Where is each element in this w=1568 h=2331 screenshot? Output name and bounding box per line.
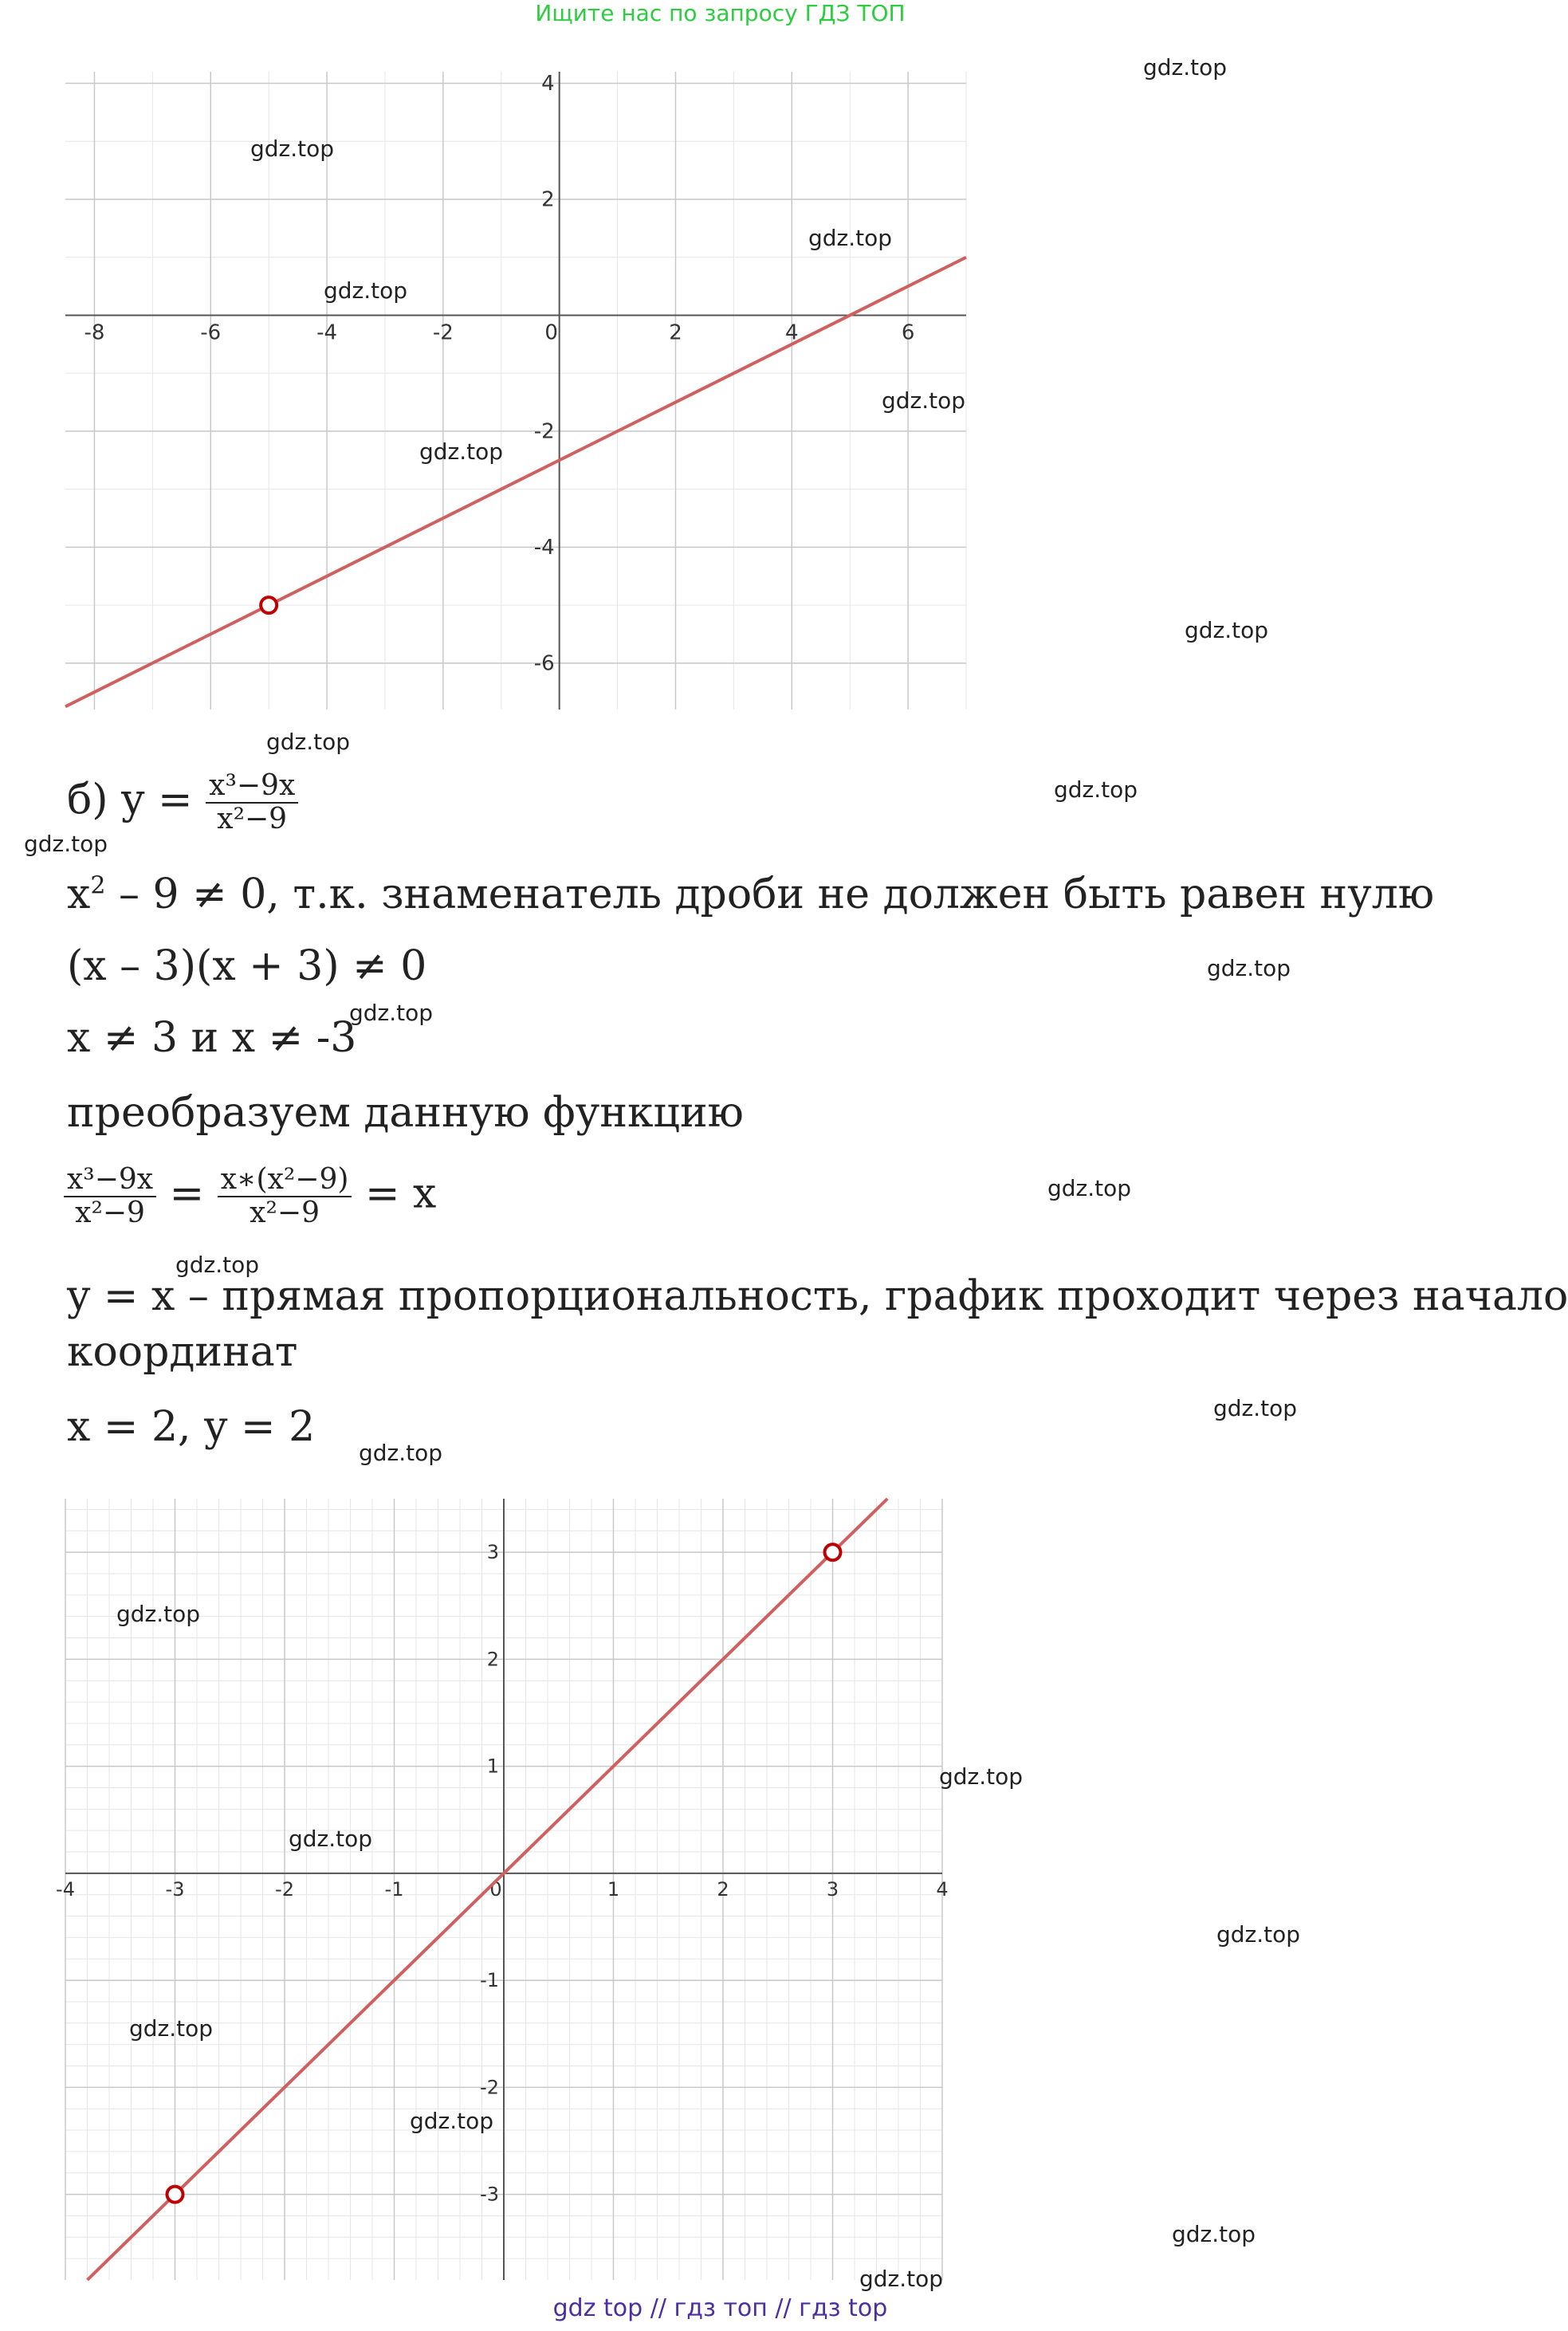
- x-tick-label: 2: [669, 320, 682, 345]
- factor-line: (x – 3)(x + 3) ≠ 0: [67, 942, 427, 990]
- watermark: gdz.top: [359, 1440, 443, 1466]
- watermark: gdz.top: [939, 1763, 1024, 1790]
- fraction-numerator: x³−9x: [206, 772, 298, 804]
- x-tick-label: 2: [717, 1877, 729, 1901]
- y-tick-label: 3: [486, 1541, 499, 1564]
- x-tick-label: 0: [544, 320, 558, 345]
- coordinates-line: координат: [67, 1328, 298, 1376]
- point-line: x = 2, y = 2: [67, 1403, 316, 1451]
- part-b-header: [67, 769, 298, 835]
- y-tick-label: -2: [480, 2076, 499, 2099]
- watermark: gdz.top: [175, 1252, 260, 1278]
- x-tick-label: -3: [165, 1877, 185, 1901]
- x-tick-label: 3: [826, 1877, 839, 1901]
- watermark: gdz.top: [808, 225, 893, 251]
- x-tick-label: -4: [316, 320, 338, 345]
- eq-result: = x: [364, 1169, 437, 1218]
- watermark: gdz.top: [1207, 955, 1291, 981]
- x-tick-label: -2: [432, 320, 454, 345]
- x-tick-label: 6: [901, 320, 915, 345]
- watermark: gdz.top: [859, 2266, 944, 2292]
- eq-left-fraction: [64, 1163, 156, 1229]
- series-line: [88, 1499, 888, 2280]
- watermark: gdz.top: [1216, 1921, 1301, 1948]
- eq-right-num: x∗(x²−9): [218, 1166, 352, 1197]
- y-tick-label: -3: [480, 2183, 499, 2206]
- part-b-label: б) y =: [67, 776, 193, 824]
- x-tick-label: -4: [56, 1877, 75, 1901]
- open-point: [825, 1544, 841, 1560]
- footer-links[interactable]: gdz top // гдз топ // гдз top: [552, 2294, 888, 2322]
- cond-base: x: [67, 871, 91, 918]
- watermark: gdz.top: [24, 831, 108, 857]
- fraction-denominator: x²−9: [217, 803, 288, 835]
- y-tick-label: 2: [541, 187, 555, 212]
- watermark: gdz.top: [324, 277, 408, 304]
- y-tick-label: -6: [533, 651, 555, 676]
- transform-line: преобразуем данную функцию: [67, 1089, 744, 1137]
- watermark: gdz.top: [116, 1601, 201, 1627]
- watermark: gdz.top: [349, 1000, 434, 1026]
- watermark: gdz.top: [882, 387, 966, 414]
- cond-rest: – 9 ≠ 0, т.к. знаменатель дроби не должен быть равен нулю: [105, 871, 1435, 918]
- x-tick-label: -8: [84, 320, 105, 345]
- x-tick-label: 1: [607, 1877, 620, 1901]
- open-point: [261, 597, 277, 613]
- x-tick-label: 0: [489, 1877, 502, 1901]
- top-banner[interactable]: Ищите нас по запросу ГДЗ ТОП: [535, 0, 906, 26]
- eq-mid: =: [169, 1169, 205, 1218]
- watermark: gdz.top: [1054, 776, 1138, 803]
- watermark: gdz.top: [419, 438, 504, 465]
- chart-1: [65, 72, 966, 710]
- y-tick-label: -1: [480, 1969, 499, 1992]
- watermark: gdz.top: [1185, 617, 1269, 643]
- x-tick-label: -6: [200, 320, 222, 345]
- watermark: gdz.top: [250, 136, 335, 162]
- x-tick-label: 4: [936, 1877, 949, 1901]
- domain-line: x ≠ 3 и x ≠ -3: [67, 1014, 357, 1062]
- watermark: gdz.top: [289, 1826, 373, 1852]
- eq-right-den: x²−9: [250, 1197, 320, 1229]
- x-tick-label: -1: [384, 1877, 404, 1901]
- watermark: gdz.top: [1172, 2221, 1256, 2247]
- y-tick-label: 2: [486, 1648, 499, 1671]
- watermark: gdz.top: [266, 729, 351, 755]
- watermark: gdz.top: [1143, 54, 1228, 81]
- y-tick-label: 1: [486, 1755, 499, 1778]
- x-tick-label: -2: [275, 1877, 294, 1901]
- y-tick-label: -2: [533, 419, 555, 444]
- y-tick-label: 4: [541, 72, 555, 96]
- condition-line: [67, 871, 1435, 918]
- watermark: gdz.top: [410, 2108, 494, 2134]
- eq-left-num: x³−9x: [64, 1166, 156, 1197]
- watermark: gdz.top: [1213, 1395, 1298, 1421]
- eq-left-den: x²−9: [75, 1197, 145, 1229]
- equation-line: [64, 1163, 437, 1229]
- cond-sup: 2: [90, 871, 106, 900]
- proportionality-line: y = x – прямая пропорциональность, график проходит через начало: [67, 1272, 1568, 1320]
- y-tick-label: -4: [533, 536, 555, 560]
- open-point: [167, 2187, 183, 2203]
- watermark: gdz.top: [1047, 1175, 1132, 1201]
- eq-right-fraction: [218, 1163, 352, 1229]
- fraction: [206, 769, 298, 835]
- watermark: gdz.top: [129, 2015, 214, 2042]
- x-tick-label: 4: [785, 320, 799, 345]
